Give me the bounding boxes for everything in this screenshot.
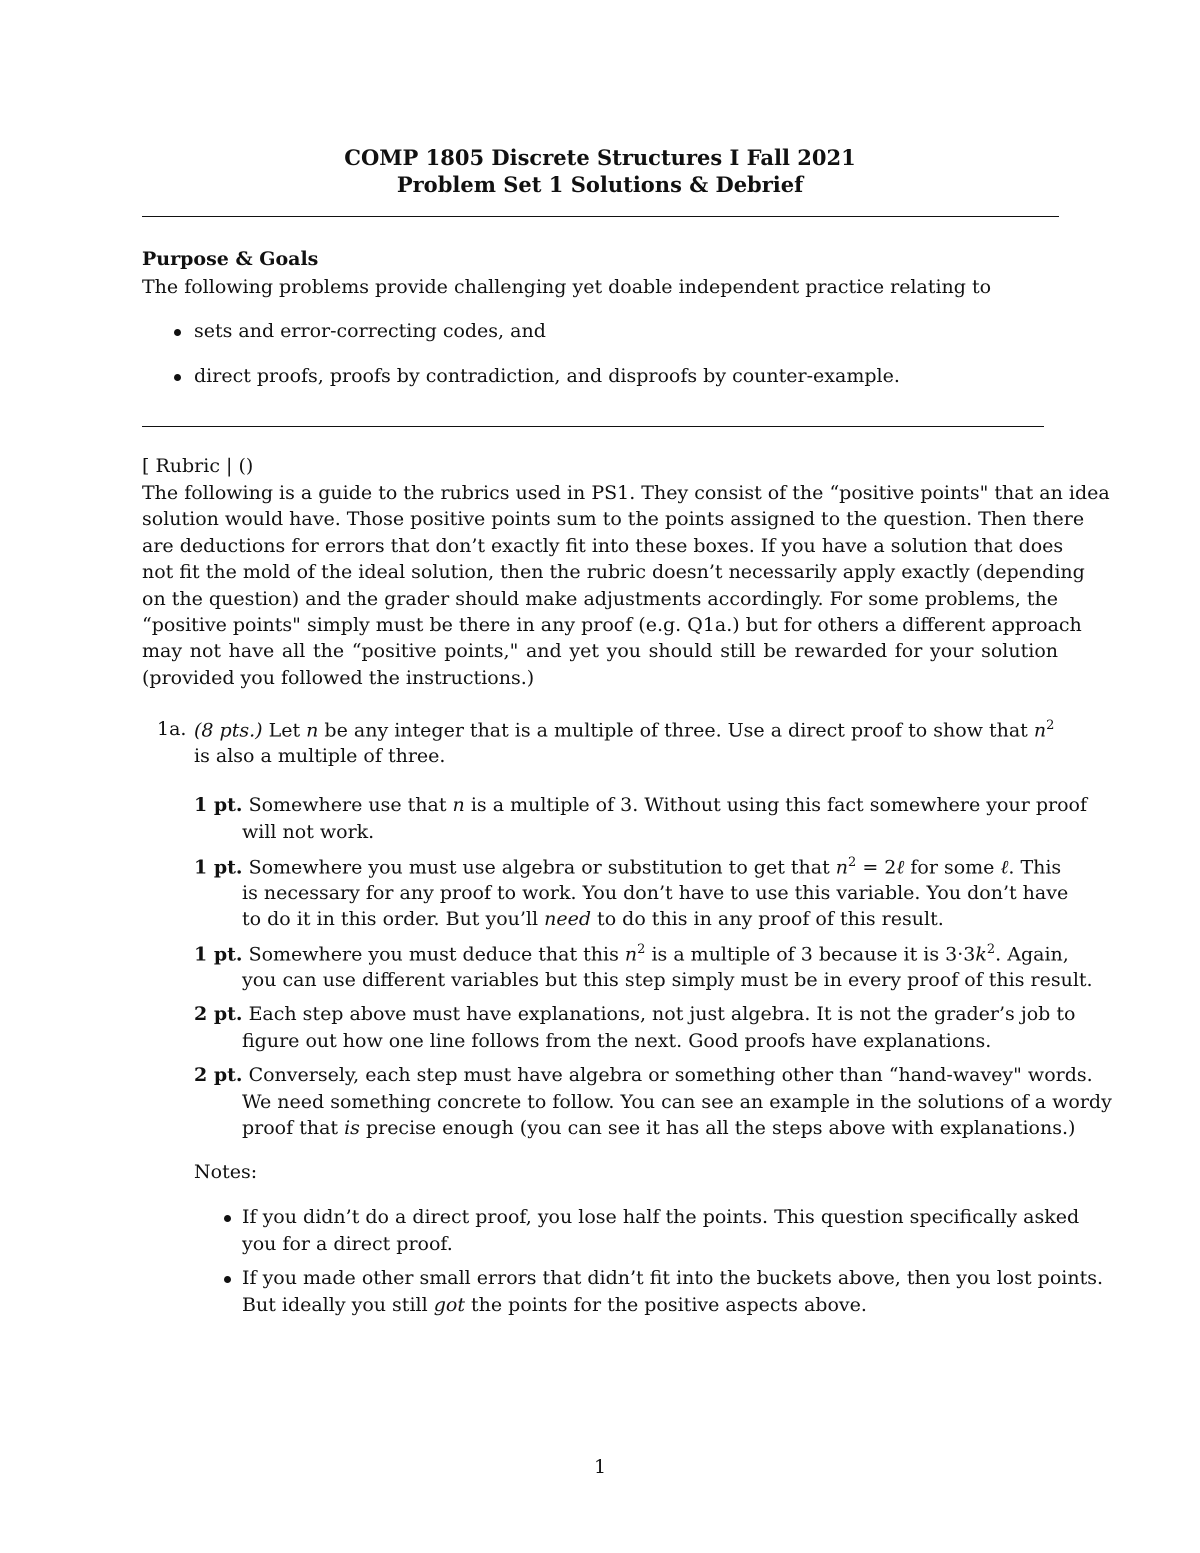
rubric-text-line: on the question) and the grader should make adjustments accordingly. For some problems, the bbox=[142, 588, 1058, 610]
point-text: is a multiple of 3. Without using this fact somewhere your proof bbox=[464, 794, 1087, 816]
math-var: ℓ bbox=[1000, 856, 1009, 879]
point-text: Somewhere you must deduce that this bbox=[248, 943, 625, 966]
emphasis-text: need bbox=[544, 908, 592, 930]
rubric-point-3-cont: you can use different variables but this step simply must be in every proof of this result. bbox=[242, 969, 1093, 991]
bullet-marker bbox=[224, 1276, 231, 1283]
rubric-text-line: (provided you followed the instructions.) bbox=[142, 667, 535, 689]
rubric-point-2 bbox=[194, 855, 1061, 879]
rubric-point-4-cont: figure out how one line follows from the next. Good proofs have explanations. bbox=[242, 1030, 992, 1052]
bullet-marker bbox=[224, 1215, 231, 1222]
section-rule bbox=[142, 426, 1044, 427]
math-exponent: 2 bbox=[637, 942, 646, 957]
point-value: 1 pt. bbox=[194, 943, 243, 966]
emphasis-text: is bbox=[344, 1117, 360, 1139]
rubric-text-line: “positive points" simply must be there in any proof (e.g. Q1a.) but for others a different approach bbox=[142, 614, 1082, 636]
notes-heading: Notes: bbox=[194, 1161, 258, 1183]
note-1: If you didn’t do a direct proof, you lose half the points. This question specifically asked bbox=[242, 1206, 1080, 1228]
point-text: proof that bbox=[242, 1117, 345, 1139]
emphasis-text: got bbox=[433, 1294, 465, 1316]
bullet-marker bbox=[174, 374, 181, 381]
bullet-marker bbox=[174, 329, 181, 336]
math-var: n bbox=[306, 719, 319, 742]
point-text: Conversely, each step must have algebra or something other than “hand-wavey" words. bbox=[248, 1064, 1093, 1086]
rubric-point-2-cont: is necessary for any proof to work. You don’t have to use this variable. You don’t have bbox=[242, 882, 1069, 904]
point-text: to do it in this order. But you’ll bbox=[242, 908, 545, 930]
note-1-cont: you for a direct proof. bbox=[242, 1233, 453, 1255]
document-title: COMP 1805 Discrete Structures I Fall 2021 bbox=[344, 145, 856, 170]
math-var: n bbox=[452, 794, 465, 816]
question-text: Let bbox=[268, 719, 307, 742]
math-var: n bbox=[1033, 719, 1047, 742]
point-text: Somewhere you must use algebra or substitution to get that bbox=[248, 856, 836, 879]
rubric-text-line: The following is a guide to the rubrics used in PS1. They consist of the “positive points" that an idea bbox=[142, 482, 1110, 504]
rubric-text-line: are deductions for errors that don’t exactly fit into these boxes. If you have a solution that does bbox=[142, 535, 1064, 557]
math-var: ℓ bbox=[896, 856, 905, 879]
note-2: If you made other small errors that didn’t fit into the buckets above, then you lost points. bbox=[242, 1267, 1103, 1289]
rubric-point-5-cont bbox=[242, 1117, 1075, 1139]
rubric-heading: [ Rubric | () bbox=[142, 455, 254, 477]
math-exponent: 2 bbox=[986, 942, 996, 957]
question-label: 1a. bbox=[157, 718, 187, 740]
point-text: to do this in any proof of this result. bbox=[591, 908, 944, 930]
rubric-point-3 bbox=[194, 942, 1069, 965]
purpose-intro: The following problems provide challenging yet doable independent practice relating to bbox=[142, 276, 992, 298]
rubric-text-line: not fit the mold of the ideal solution, then the rubric doesn’t necessarily apply exactly (depending bbox=[142, 561, 1085, 583]
title-rule bbox=[142, 216, 1059, 217]
rubric-point-5-cont: We need something concrete to follow. You can see an example in the solutions of a wordy bbox=[242, 1091, 1112, 1113]
purpose-bullet-1: sets and error-correcting codes, and bbox=[194, 320, 546, 342]
note-2-cont bbox=[242, 1294, 867, 1316]
math-var: k bbox=[975, 943, 987, 966]
math-var: n bbox=[835, 856, 849, 879]
point-text: Each step above must have explanations, not just algebra. It is not the grader’s job to bbox=[248, 1003, 1076, 1025]
point-text: . Again, bbox=[995, 943, 1069, 966]
math-exponent: 2 bbox=[848, 855, 857, 870]
question-text-line2: is also a multiple of three. bbox=[194, 745, 446, 767]
point-text: for some bbox=[904, 856, 1001, 879]
rubric-point-4 bbox=[194, 1003, 1075, 1025]
point-text: . This bbox=[1008, 856, 1062, 879]
document-subtitle: Problem Set 1 Solutions & Debrief bbox=[396, 172, 804, 197]
purpose-bullet-2: direct proofs, proofs by contradiction, and disproofs by counter-example. bbox=[194, 365, 900, 387]
question-statement bbox=[194, 718, 1054, 741]
rubric-text-line: may not have all the “positive points," and yet you should still be rewarded for your solution bbox=[142, 640, 1058, 662]
point-value: 1 pt. bbox=[194, 856, 243, 879]
point-value: 2 pt. bbox=[194, 1003, 243, 1025]
page-number: 1 bbox=[593, 1456, 607, 1478]
note-text: the points for the positive aspects above. bbox=[464, 1294, 867, 1316]
question-text: be any integer that is a multiple of three. Use a direct proof to show that bbox=[318, 719, 1034, 742]
note-text: But ideally you still bbox=[242, 1294, 434, 1316]
math-var: n bbox=[624, 943, 638, 966]
question-points: (8 pts.) bbox=[194, 719, 263, 742]
rubric-point-1 bbox=[194, 794, 1087, 816]
point-value: 2 pt. bbox=[194, 1064, 243, 1086]
rubric-point-2-cont bbox=[242, 908, 944, 930]
math-exponent: 2 bbox=[1046, 718, 1055, 733]
rubric-point-1-cont: will not work. bbox=[242, 821, 375, 843]
point-value: 1 pt. bbox=[194, 794, 243, 816]
point-text: precise enough (you can see it has all the steps above with explanations.) bbox=[359, 1117, 1076, 1139]
point-text: = 2 bbox=[856, 856, 897, 879]
point-text: is a multiple of 3 because it is 3·3 bbox=[645, 943, 976, 966]
rubric-point-5 bbox=[194, 1064, 1093, 1086]
point-text: Somewhere use that bbox=[248, 794, 453, 816]
purpose-heading: Purpose & Goals bbox=[142, 248, 319, 270]
rubric-text-line: solution would have. Those positive points sum to the points assigned to the question. Then there bbox=[142, 508, 1085, 530]
